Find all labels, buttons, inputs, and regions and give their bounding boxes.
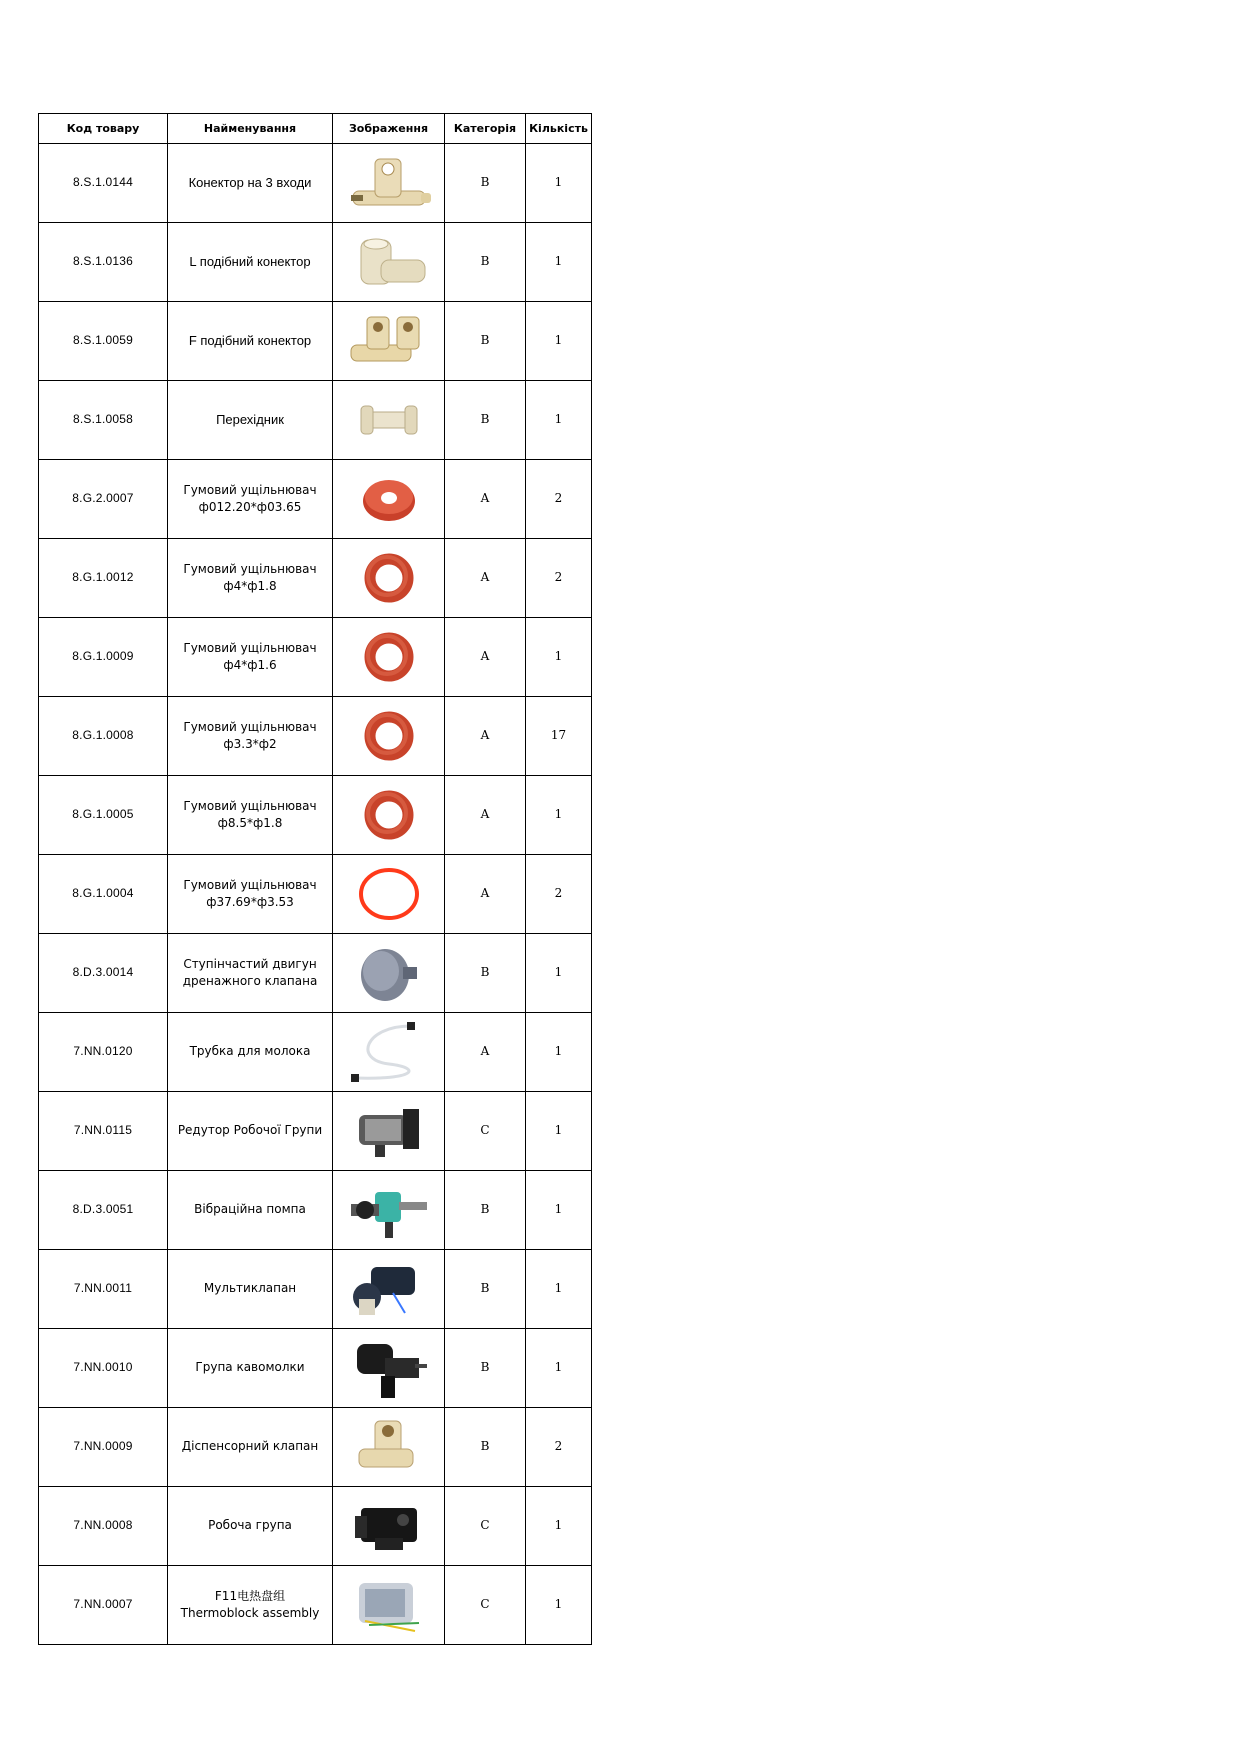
item-image [333,1408,445,1487]
item-name-line1: Гумовий ущільнювач [183,719,317,734]
item-qty: 1 [526,1487,592,1566]
item-category: B [445,302,526,381]
elbow-connector-icon [336,230,441,294]
table-row [39,302,592,381]
item-image [333,223,445,302]
item-name-line2: ф37.69*ф3.53 [206,895,294,909]
o-ring-icon [336,704,441,768]
adapter-icon [336,388,441,452]
item-image [333,302,445,381]
item-name-line2: ф4*ф1.8 [223,579,277,593]
item-name-line2: Thermoblock assembly [180,1606,320,1620]
milk-tube-icon [336,1020,441,1084]
item-code: 8.S.1.0058 [39,381,168,460]
item-name [168,460,333,539]
item-name [168,1487,333,1566]
item-qty: 2 [526,1408,592,1487]
header-category: Категорія [445,114,526,144]
item-name [168,1408,333,1487]
item-name-line1: Перехідник [216,411,284,427]
stepper-motor-icon [336,941,441,1005]
item-category: A [445,1013,526,1092]
item-name-line1: F подібний конектор [188,332,312,348]
item-image [333,1092,445,1171]
table-row [39,1408,592,1487]
item-qty: 1 [526,1171,592,1250]
item-code: 8.G.1.0005 [39,776,168,855]
table-row [39,1566,592,1645]
o-ring-icon [336,625,441,689]
header-name: Найменування [168,114,333,144]
item-image [333,539,445,618]
item-category: B [445,934,526,1013]
table-row [39,1329,592,1408]
item-image [333,1013,445,1092]
item-code: 8.S.1.0059 [39,302,168,381]
item-name [168,1250,333,1329]
tee-connector-icon [336,151,441,215]
item-name [168,144,333,223]
item-category: B [445,144,526,223]
item-image [333,1250,445,1329]
item-name-line1: Гумовий ущільнювач [183,798,317,813]
item-image [333,1487,445,1566]
item-name-line1: Гумовий ущільнювач [183,640,317,655]
item-code: 8.G.2.0007 [39,460,168,539]
header-row [39,114,592,144]
item-name-line1: Гумовий ущільнювач [183,482,317,497]
item-category: C [445,1487,526,1566]
item-name-line1: Редутор Робочої Групи [177,1123,323,1138]
item-name-line1: Група кавомолки [195,1360,305,1375]
item-image [333,1171,445,1250]
item-name [168,855,333,934]
item-name-line1: Мультиклапан [203,1281,297,1296]
table-row [39,1171,592,1250]
item-name-line1: L подібний конектор [189,253,311,269]
item-category: A [445,539,526,618]
thermoblock-icon [336,1573,441,1637]
item-name [168,1329,333,1408]
item-qty: 1 [526,1092,592,1171]
table-row [39,1250,592,1329]
rubber-seal-icon [336,467,441,531]
item-qty: 1 [526,223,592,302]
item-name [168,776,333,855]
table-row [39,1092,592,1171]
item-name [168,618,333,697]
item-qty: 1 [526,776,592,855]
item-qty: 17 [526,697,592,776]
item-qty: 2 [526,855,592,934]
item-category: A [445,618,526,697]
item-category: C [445,1092,526,1171]
item-category: B [445,1171,526,1250]
item-name [168,1092,333,1171]
table-row [39,934,592,1013]
item-name [168,934,333,1013]
item-name-line2: ф4*ф1.6 [223,658,277,672]
table-row [39,618,592,697]
item-name [168,302,333,381]
item-name-line1: Гумовий ущільнювач [183,877,317,892]
item-code: 8.S.1.0136 [39,223,168,302]
header-qty: Кількість [526,114,592,144]
table-row [39,855,592,934]
item-image [333,144,445,223]
o-ring-icon [336,783,441,847]
item-qty: 1 [526,934,592,1013]
item-name [168,381,333,460]
item-code: 8.D.3.0014 [39,934,168,1013]
item-category: B [445,223,526,302]
item-code: 8.D.3.0051 [39,1171,168,1250]
item-category: B [445,1408,526,1487]
item-name-line2: ф012.20*ф03.65 [198,500,302,514]
table-row [39,223,592,302]
item-qty: 1 [526,144,592,223]
item-code: 7.NN.0007 [39,1566,168,1645]
item-name [168,1566,333,1645]
thin-o-ring-icon [336,862,441,926]
item-name-line1: Діспенсорний клапан [181,1439,319,1454]
brew-group-icon [336,1494,441,1558]
item-category: B [445,1329,526,1408]
header-code: Код товару [39,114,168,144]
o-ring-icon [336,546,441,610]
item-name [168,1171,333,1250]
item-name-line1: Гумовий ущільнювач [183,561,317,576]
item-category: B [445,381,526,460]
item-qty: 1 [526,1566,592,1645]
item-image [333,697,445,776]
item-qty: 1 [526,381,592,460]
gearbox-icon [336,1099,441,1163]
item-image [333,381,445,460]
parts-table [38,113,592,1645]
item-image [333,776,445,855]
item-code: 7.NN.0008 [39,1487,168,1566]
item-name [168,223,333,302]
item-name-line1: F11电热盘组 [214,1588,286,1603]
item-name [168,697,333,776]
item-qty: 1 [526,1013,592,1092]
item-image [333,1329,445,1408]
item-category: A [445,460,526,539]
item-name [168,1013,333,1092]
item-code: 8.G.1.0012 [39,539,168,618]
item-code: 8.G.1.0004 [39,855,168,934]
f-connector-icon [336,309,441,373]
item-name-line1: Конектор на 3 входи [188,174,312,190]
item-name-line1: Вібраційна помпа [194,1202,306,1217]
item-category: A [445,697,526,776]
table-row [39,1487,592,1566]
item-code: 7.NN.0120 [39,1013,168,1092]
item-name-line1: Робоча група [208,1518,292,1533]
header-image: Зображення [333,114,445,144]
vibration-pump-icon [336,1178,441,1242]
item-code: 7.NN.0009 [39,1408,168,1487]
table-row [39,1013,592,1092]
item-name-line2: дренажного клапана [182,974,318,988]
item-image [333,1566,445,1645]
table-row [39,539,592,618]
dispenser-valve-icon [336,1415,441,1479]
item-code: 8.G.1.0008 [39,697,168,776]
item-code: 7.NN.0010 [39,1329,168,1408]
item-qty: 2 [526,460,592,539]
grinder-group-icon [336,1336,441,1400]
item-code: 8.G.1.0009 [39,618,168,697]
item-code: 7.NN.0011 [39,1250,168,1329]
item-image [333,934,445,1013]
item-name [168,539,333,618]
multivalve-icon [336,1257,441,1321]
item-category: A [445,855,526,934]
item-category: A [445,776,526,855]
item-category: C [445,1566,526,1645]
item-name-line2: ф3.3*ф2 [223,737,277,751]
item-name-line1: Ступінчастий двигун [183,956,317,971]
table-body [39,144,592,1645]
item-image [333,460,445,539]
item-qty: 1 [526,1329,592,1408]
table-row [39,697,592,776]
item-code: 8.S.1.0144 [39,144,168,223]
item-image [333,618,445,697]
item-category: B [445,1250,526,1329]
item-code: 7.NN.0115 [39,1092,168,1171]
table-row [39,144,592,223]
item-name-line1: Трубка для молока [189,1044,311,1059]
item-qty: 1 [526,302,592,381]
table-row [39,381,592,460]
item-name-line2: ф8.5*ф1.8 [217,816,283,830]
table-row [39,776,592,855]
item-qty: 2 [526,539,592,618]
item-qty: 1 [526,1250,592,1329]
item-image [333,855,445,934]
table-row [39,460,592,539]
item-qty: 1 [526,618,592,697]
